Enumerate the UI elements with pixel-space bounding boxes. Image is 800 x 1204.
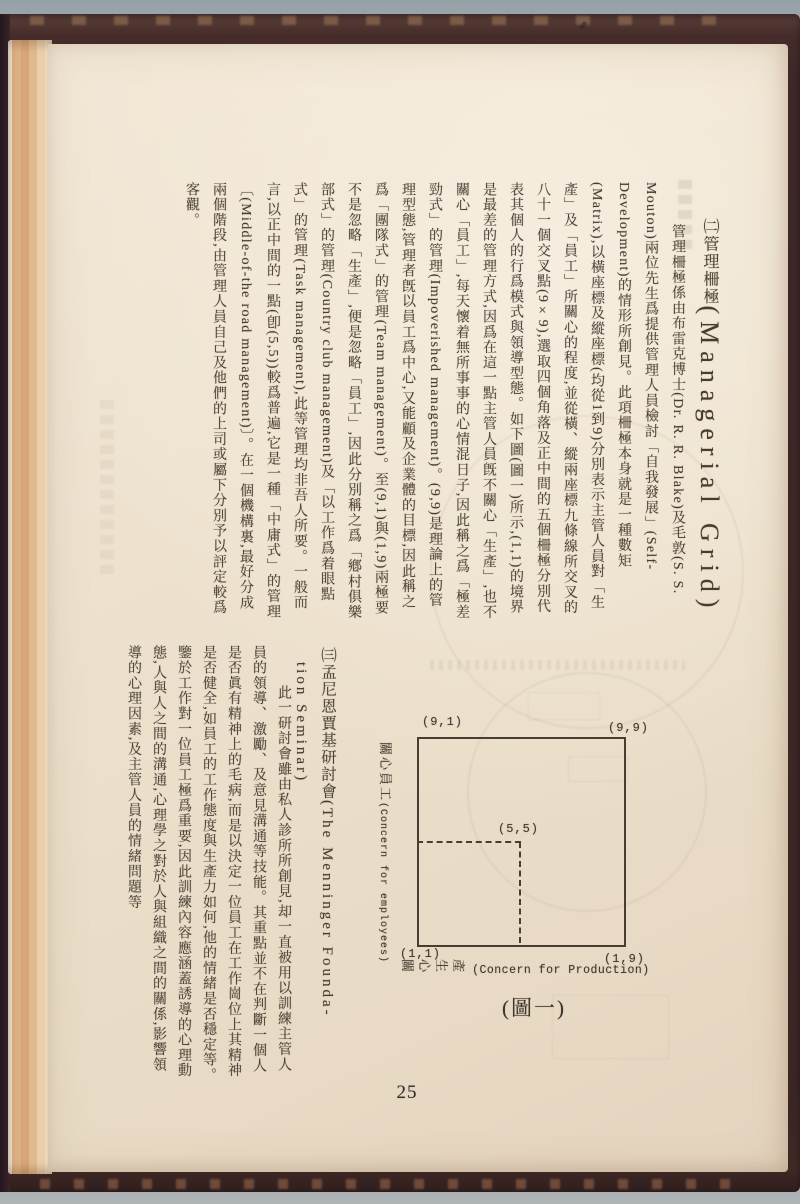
bleedthrough-box bbox=[528, 692, 600, 720]
figure-dashed-line-horizontal bbox=[417, 841, 521, 843]
figure-x-axis-label bbox=[400, 958, 690, 978]
figure-corner-label-top-right: (9,9) bbox=[608, 721, 650, 735]
section3-heading-cjk: ㈢孟尼恩賈基研討會 bbox=[319, 647, 336, 800]
section3-heading-en-line1: (The Menninger Founda- bbox=[319, 800, 335, 1018]
book-page bbox=[48, 44, 788, 1172]
section3-heading-en-line2: tion Seminar) bbox=[293, 662, 309, 784]
figure-dashed-line-vertical bbox=[519, 842, 521, 943]
figure-x-axis-label-cjk: 關 心 生 產 bbox=[400, 958, 467, 977]
section2-body-text: 管理柵極係由布雷克博士(Dr. R. R. Blake)及毛敦(S. S. Mouton)兩位先生爲提供管理人員檢討「自我發展」(Self-Development)的情形所創見。此項柵極本身就是一種數矩(Matrix),以橫座標及縱座標(均從1到9)分別表示主管人員對「生產」及「員工」所關心的程度,並從橫、縱兩座標九條線所交叉的八十一個交叉點(9×9),選取四個角落及正中間的五個柵極分別代表其個人的行爲模式與領導型態。如下圖(圖一)所示,(1,1)的境界是最差的管理方式,因爲在這一點主管人員旣不關心「生產」,也不關心「員工」,每天懷着無所事事的心情混日子,因此稱之爲「極差勁式」的管理(Impoverished management)。(9,9)是理論上的管理型態,管理者旣以員工爲中心,又能顧及企業體的目標,因此稱之爲「團隊式」的管理(Team management)。至(9,1)與(1,9)兩極要不是忽略「生產」,便是忽略「員工」,因此分別稱之爲「鄕村俱樂部式」的管理(Country club management)及「以工作爲着眼點式」的管理(Task management),此等管理均非吾人所要。一般而言,以正中間的一點(卽(5,5))較爲普遍,它是一種「中庸式」的管理〔(Middle-of-the road management)〕。在一個機構裏,最好分成兩個階段,由管理人員自己及他們的上司或屬下分別予以評定較爲客觀。 bbox=[184, 182, 685, 620]
figure-y-axis-label-en: (Concern for employees) bbox=[377, 802, 388, 964]
figure-y-axis-label bbox=[376, 742, 396, 982]
section2-heading-en: (Managerial Grid) bbox=[695, 305, 724, 615]
figure-y-axis-label-cjk: 關心員工 bbox=[378, 742, 393, 803]
page-stack-fore-edge bbox=[8, 40, 52, 1174]
page-number: 25 bbox=[396, 1082, 418, 1103]
figure-caption: (圖一) bbox=[502, 996, 566, 1020]
section3-heading-line1 bbox=[316, 647, 338, 1125]
figure-corner-label-bottom-left: (1,1) bbox=[400, 947, 442, 961]
figure-x-axis-label-en: (Concern for Production) bbox=[472, 964, 650, 977]
section2-heading bbox=[694, 218, 724, 890]
section2-heading-cjk: ㈡管理柵極 bbox=[701, 218, 718, 306]
figure-center-point-label: (5,5) bbox=[498, 822, 540, 836]
bleedthrough-text-strip bbox=[430, 660, 685, 670]
figure-corner-label-top-left: (9,1) bbox=[422, 715, 464, 729]
figure-corner-label-bottom-right: (1,9) bbox=[604, 952, 646, 966]
section3-body-text: 此一研討會雖由私人診所所創見,却一直被用以訓練主管人員的領導、激勵、及意見溝通等技能。其重點並不在判斷一個人是否眞有精神上的毛病,而是以決定一位員工在工作崗位上其精神是否健全,如員工的工作態度與生產力如何,他的情緒是否穩定等。鑒於工作對一位員工極爲重要,因此訓練內容應涵蓋誘導的心理動態,人與人之間的溝通,心理學之對於人與組織之間的關係,影響領導的心理因素,及主管人員的情緒問題等 bbox=[126, 645, 291, 1083]
